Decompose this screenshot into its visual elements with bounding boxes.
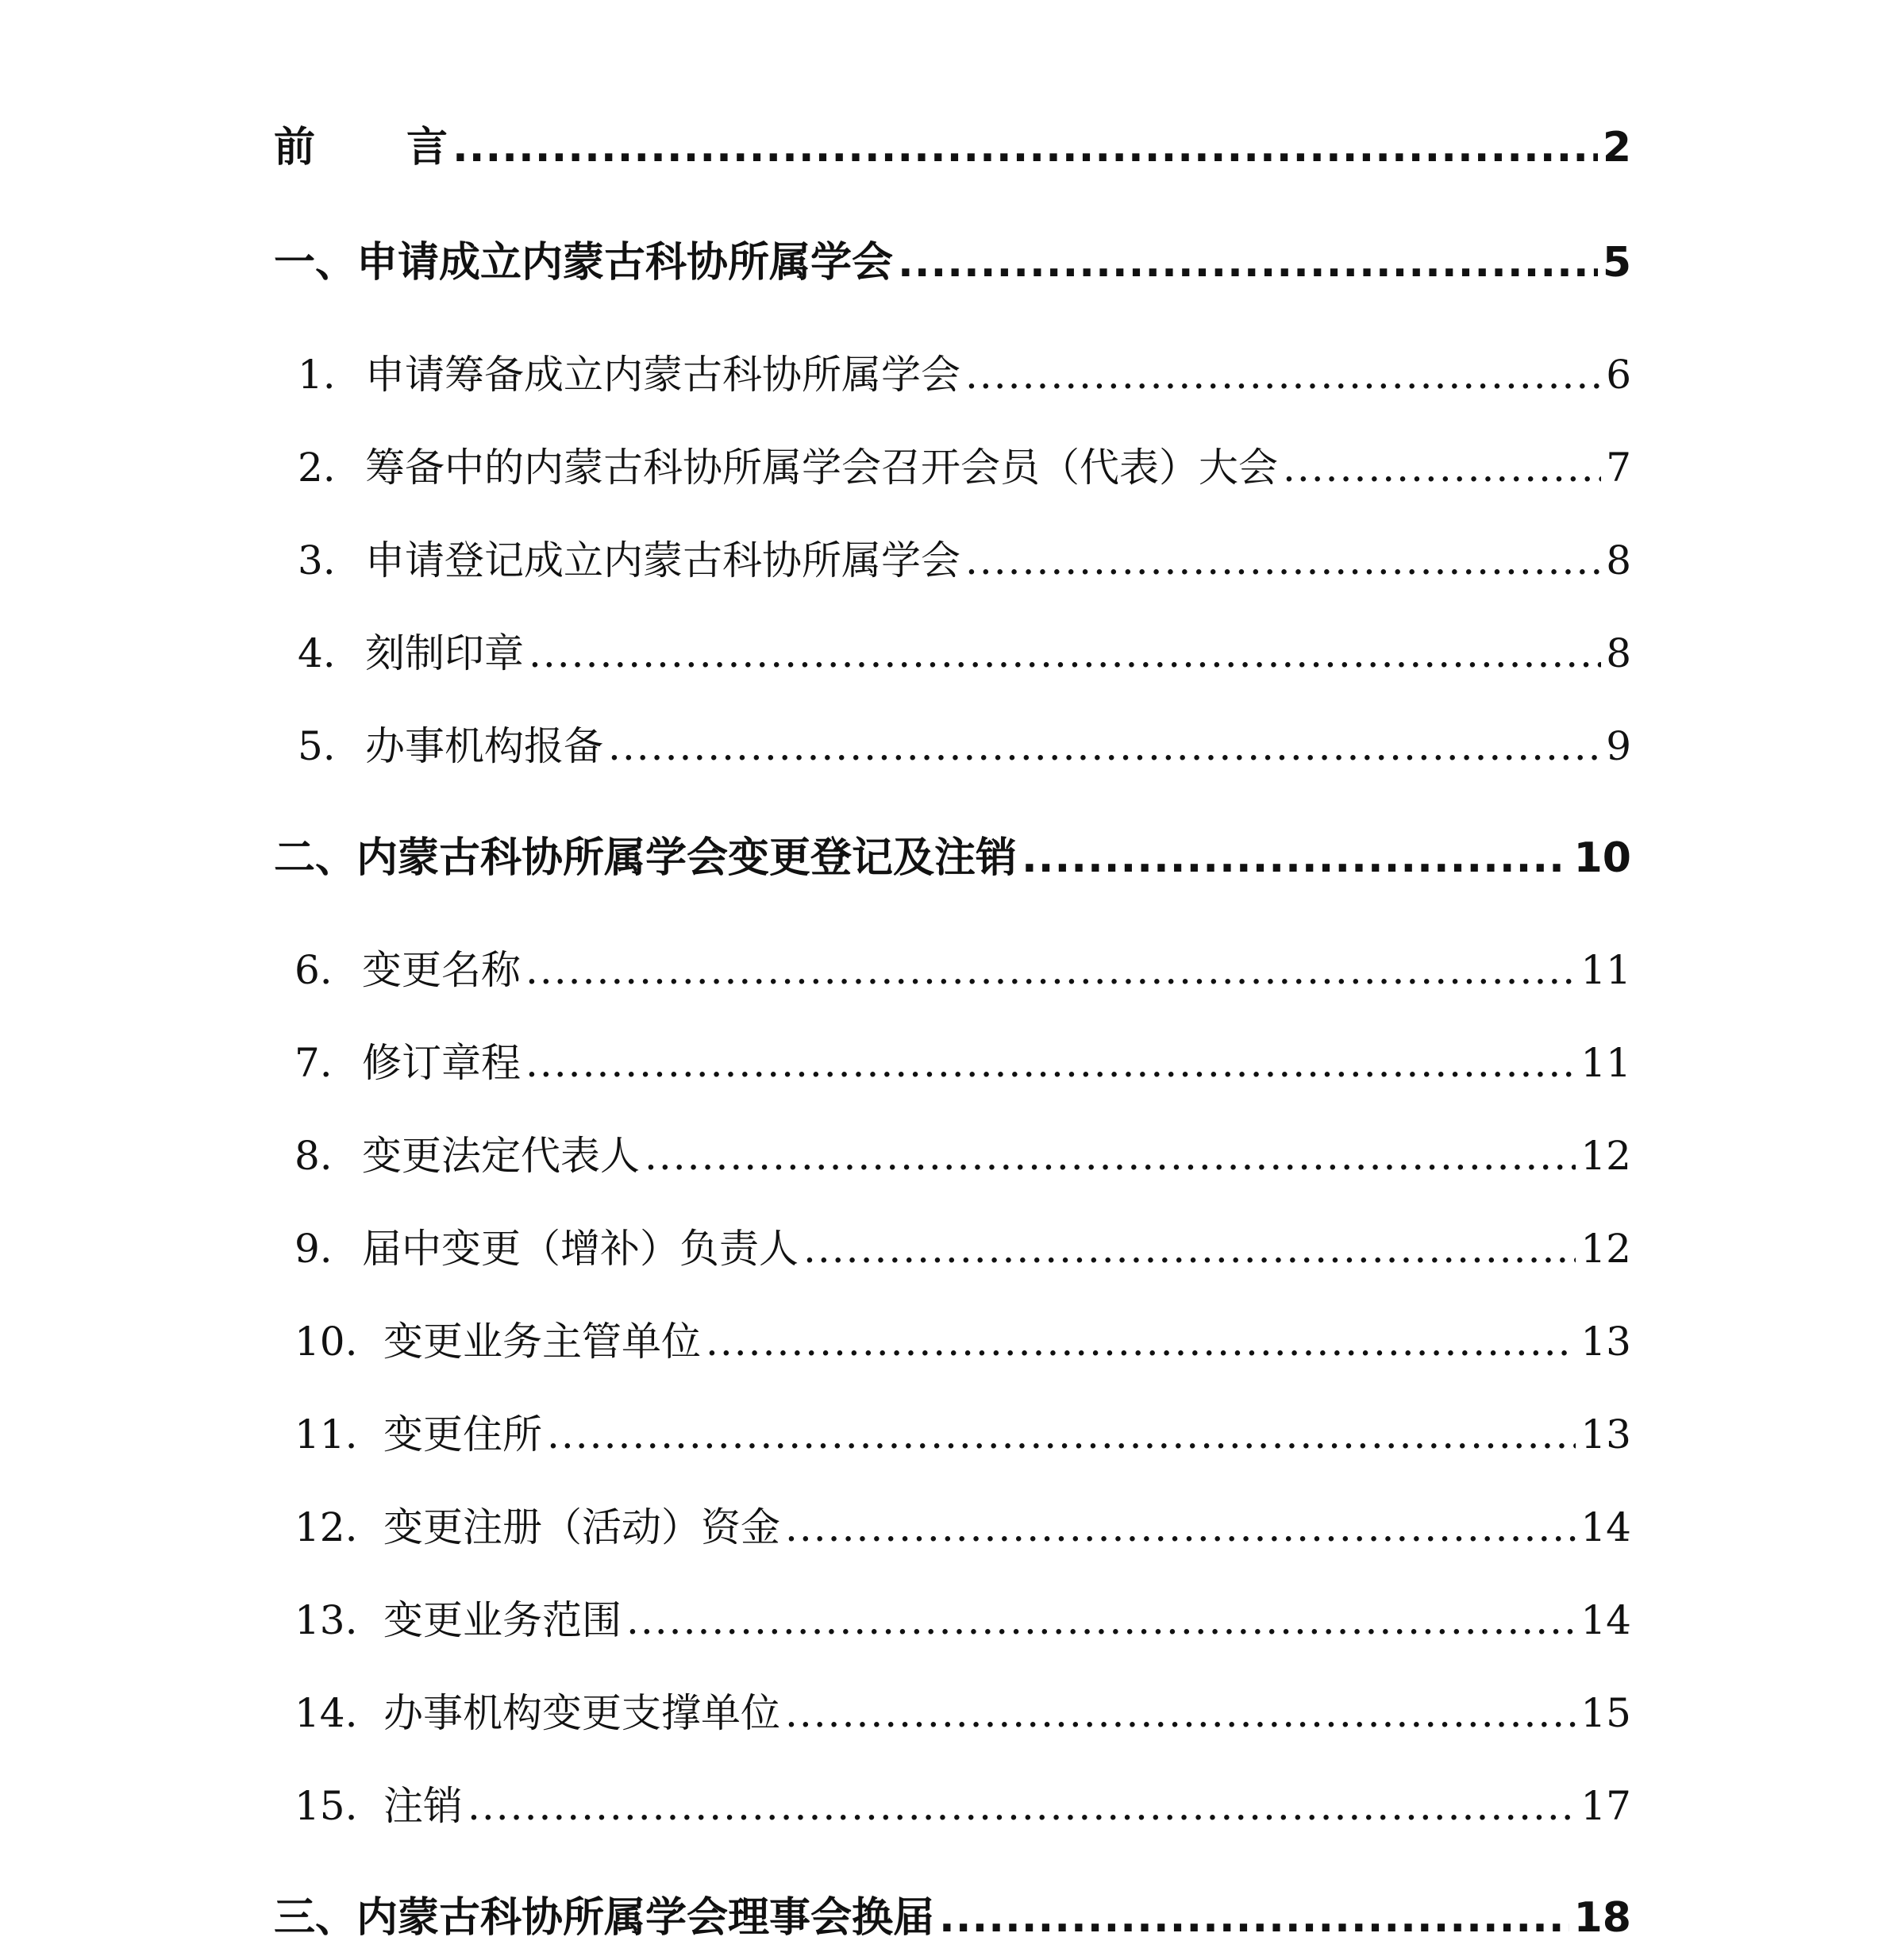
toc-page-number: 8 <box>1606 537 1631 583</box>
toc-leader <box>529 633 1601 673</box>
toc-page-number: 11 <box>1580 947 1631 993</box>
toc-entry-preface[interactable] <box>274 124 1631 171</box>
toc-page-number: 17 <box>1580 1783 1631 1829</box>
toc-page-number: 12 <box>1580 1226 1631 1272</box>
toc-section-label: 变更业务主管单位 <box>383 1319 701 1365</box>
toc-leader <box>785 1508 1576 1547</box>
toc-leader <box>706 1322 1576 1361</box>
toc-section-number: 7. <box>294 1040 333 1086</box>
toc-page-number: 12 <box>1580 1133 1631 1179</box>
toc-entry-section-8[interactable] <box>274 1133 1631 1179</box>
toc-leader <box>608 726 1601 766</box>
toc-entry-chapter-1[interactable] <box>274 239 1631 287</box>
toc-entry-section-3[interactable] <box>274 537 1631 583</box>
toc-entry-section-10[interactable] <box>274 1319 1631 1365</box>
toc-chapter-label: 一、申请成立内蒙古科协所属学会 <box>274 239 894 287</box>
toc-leader <box>547 1415 1576 1454</box>
toc-section-label: 变更名称 <box>362 947 521 993</box>
toc-leader <box>525 1043 1576 1083</box>
toc-page-number: 15 <box>1580 1690 1631 1736</box>
toc-page-number: 9 <box>1606 723 1631 769</box>
toc-leader <box>1022 838 1569 879</box>
toc-section-label: 刻制印章 <box>365 630 524 676</box>
toc-page-number: 8 <box>1606 630 1631 676</box>
toc-leader <box>785 1693 1576 1733</box>
toc-section-label: 变更注册（活动）资金 <box>383 1504 780 1550</box>
toc-leader <box>965 541 1601 580</box>
toc-leader <box>965 355 1601 395</box>
toc-preface-label: 前 言 <box>274 124 448 171</box>
toc-section-number: 5. <box>298 723 336 769</box>
toc-section-number: 6. <box>294 947 333 993</box>
toc-page-number: 5 <box>1602 239 1631 287</box>
toc-entry-section-5[interactable] <box>274 723 1631 769</box>
toc-page-number: 10 <box>1573 834 1631 882</box>
toc-section-label: 申请登记成立内蒙古科协所属学会 <box>365 537 960 583</box>
toc-section-number: 14. <box>294 1690 358 1736</box>
toc-section-number: 13. <box>294 1597 358 1643</box>
toc-entry-section-12[interactable] <box>274 1504 1631 1550</box>
toc-page-number: 11 <box>1580 1040 1631 1086</box>
toc-entry-chapter-2[interactable] <box>274 834 1631 882</box>
toc-leader <box>452 127 1598 168</box>
toc-page-number: 18 <box>1573 1894 1631 1942</box>
toc-leader <box>525 950 1576 990</box>
toc-section-label: 申请筹备成立内蒙古科协所属学会 <box>365 352 960 398</box>
toc-entry-section-15[interactable] <box>274 1783 1631 1829</box>
toc-entry-section-2[interactable] <box>274 445 1631 491</box>
toc-section-label: 注销 <box>383 1783 463 1829</box>
toc-section-label: 筹备中的内蒙古科协所属学会召开会员（代表）大会 <box>365 445 1278 491</box>
toc-section-number: 12. <box>294 1504 358 1550</box>
toc-section-number: 10. <box>294 1319 358 1365</box>
toc-entry-section-6[interactable] <box>274 947 1631 993</box>
toc-page-number: 7 <box>1606 445 1631 491</box>
toc-entry-section-4[interactable] <box>274 630 1631 676</box>
toc-page-number: 13 <box>1580 1319 1631 1365</box>
toc-section-number: 1. <box>298 352 336 398</box>
toc-page-number: 6 <box>1606 352 1631 398</box>
toc-chapter-label: 三、内蒙古科协所属学会理事会换届 <box>274 1894 935 1942</box>
toc-entry-chapter-3[interactable] <box>274 1894 1631 1942</box>
toc-section-number: 8. <box>294 1133 333 1179</box>
toc-leader <box>1283 448 1601 487</box>
toc-leader <box>468 1786 1576 1826</box>
toc-section-label: 变更业务范围 <box>383 1597 622 1643</box>
toc-page-number: 13 <box>1580 1411 1631 1457</box>
toc-section-number: 3. <box>298 537 336 583</box>
toc-entry-section-7[interactable] <box>274 1040 1631 1086</box>
toc-page-number: 2 <box>1602 124 1631 171</box>
toc-section-label: 办事机构报备 <box>365 723 603 769</box>
toc-section-label: 修订章程 <box>362 1040 521 1086</box>
toc-section-label: 变更法定代表人 <box>362 1133 640 1179</box>
toc-section-label: 变更住所 <box>383 1411 542 1457</box>
toc-section-number: 4. <box>298 630 336 676</box>
toc-leader <box>939 1897 1569 1939</box>
toc-chapter-label: 二、内蒙古科协所属学会变更登记及注销 <box>274 834 1018 882</box>
toc-leader <box>626 1600 1576 1640</box>
toc-entry-section-14[interactable] <box>274 1690 1631 1736</box>
toc-leader <box>898 242 1598 283</box>
toc-page-number: 14 <box>1580 1504 1631 1550</box>
toc-section-label: 办事机构变更支撑单位 <box>383 1690 780 1736</box>
toc-page-number: 14 <box>1580 1597 1631 1643</box>
toc-leader <box>645 1136 1576 1176</box>
toc-section-number: 15. <box>294 1783 358 1829</box>
toc-section-number: 11. <box>294 1411 358 1457</box>
toc-entry-section-11[interactable] <box>274 1411 1631 1457</box>
toc-section-label: 届中变更（增补）负责人 <box>362 1226 799 1272</box>
toc-section-number: 9. <box>294 1226 333 1272</box>
toc-entry-section-13[interactable] <box>274 1597 1631 1643</box>
toc-section-number: 2. <box>298 445 336 491</box>
toc-leader <box>803 1229 1576 1269</box>
toc-entry-section-9[interactable] <box>274 1226 1631 1272</box>
toc-entry-section-1[interactable] <box>274 352 1631 398</box>
